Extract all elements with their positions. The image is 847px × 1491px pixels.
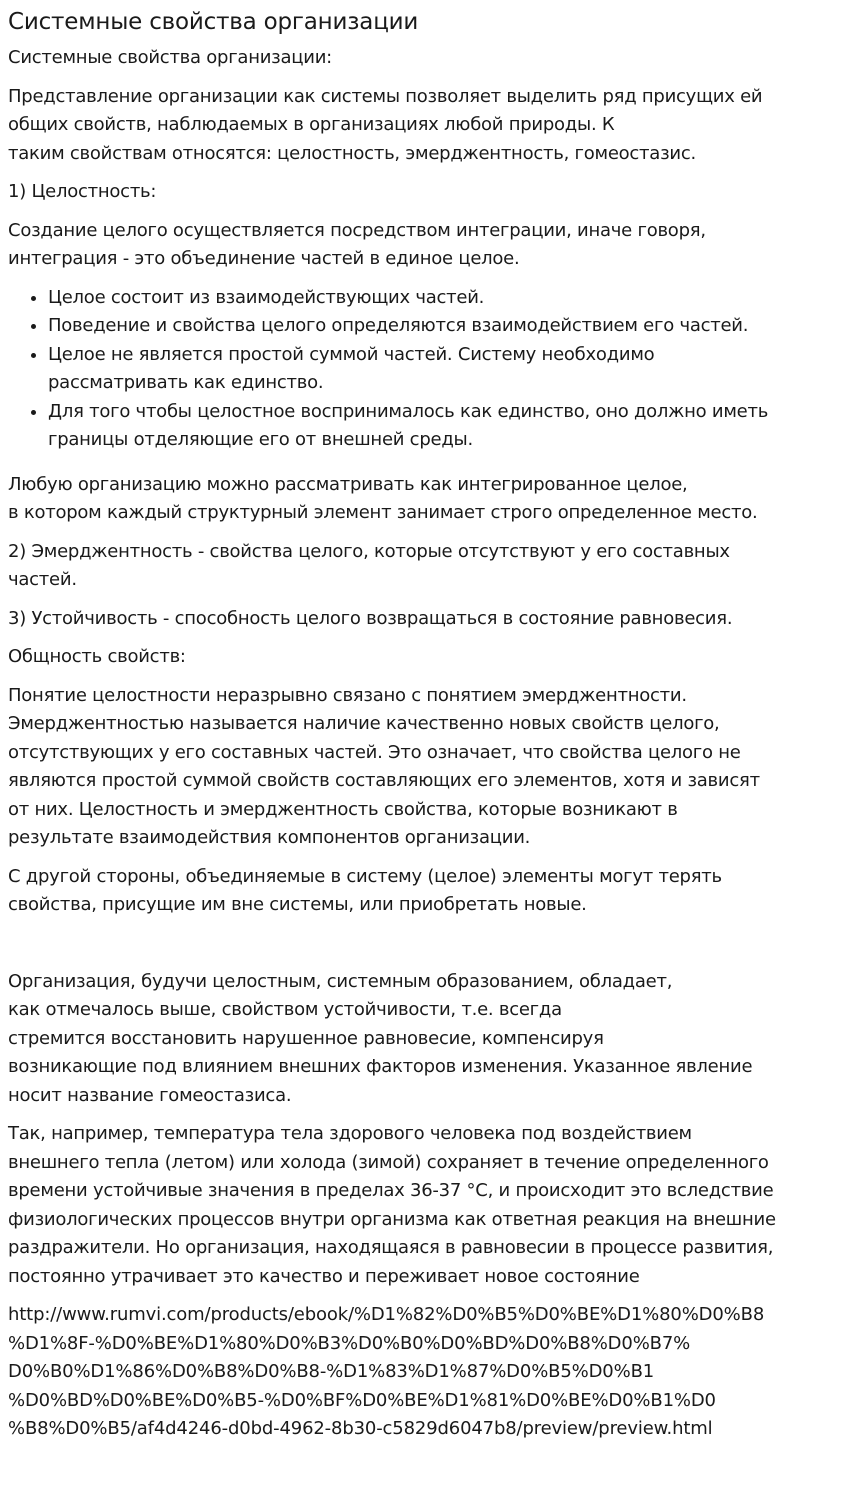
common-properties-heading: Общность свойств: bbox=[8, 646, 186, 667]
common-line: являются простой суммой свойств составляющих его элементов, хотя и зависят bbox=[8, 770, 760, 791]
section-1-heading: 1) Целостность: bbox=[8, 181, 157, 202]
bullet-line: Целое состоит из взаимодействующих частей. bbox=[48, 286, 485, 308]
intro-paragraph bbox=[8, 83, 839, 169]
other-side-line: С другой стороны, объединяемые в систему (целое) элементы могут терять bbox=[8, 865, 722, 887]
conclusion-line: в котором каждый структурный элемент занимает строго определенное место. bbox=[8, 502, 758, 523]
homeostasis-line: Организация, будучи целостным, системным образованием, обладает, bbox=[8, 970, 673, 992]
intro-heading: Системные свойства организации: bbox=[8, 47, 332, 68]
example-line: Так, например, температура тела здорового человека под воздействием bbox=[8, 1123, 692, 1144]
section-1-text bbox=[8, 217, 839, 274]
common-line: Эмерджентностью называется наличие качественно новых свойств целого, bbox=[8, 713, 720, 734]
bullet-line: границы отделяющие его от внешней среды. bbox=[48, 429, 473, 450]
common-line: отсутствующих у его составных частей. Это означает, что свойства целого не bbox=[8, 741, 741, 763]
bullet-item bbox=[48, 341, 839, 398]
bullet-line: • Для того чтобы целостное воспринималось как единство, оно должно иметь bbox=[48, 400, 769, 422]
homeostasis-line: возникающие под влиянием внешних факторов изменения. Указанное явление bbox=[8, 1056, 753, 1077]
example-line: раздражители. Но организация, находящаяся в равновесии в процессе развития, bbox=[8, 1237, 774, 1258]
homeostasis-line: носит название гомеостазиса. bbox=[8, 1084, 292, 1106]
example-line: времени устойчивые значения в пределах 36-37 °С, и происходит это вследствие bbox=[8, 1180, 774, 1201]
intro-line: общих свойств, наблюдаемых в организациях любой природы. К bbox=[8, 114, 615, 135]
stability-line: 3) Устойчивость - способность целого возвращаться в состояние равновесия. bbox=[8, 607, 733, 629]
bullet-item bbox=[48, 312, 839, 341]
section-1-line: Создание целого осуществляется посредством интеграции, иначе говоря, bbox=[8, 219, 706, 241]
section-1-conclusion bbox=[8, 471, 839, 528]
intro-line: таким свойствам относятся: целостность, эмерджентность, гомеостазис. bbox=[8, 142, 696, 164]
homeostasis-line: как отмечалось выше, свойством устойчивости, т.е. всегда bbox=[8, 999, 562, 1020]
url-line: D0%B0%D1%86%D0%B8%D0%B8-%D1%83%D1%87%D0%B5%D0%B1 bbox=[8, 1361, 655, 1382]
emergence-line: 2) Эмерджентность - свойства целого, которые отсутствуют у его составных bbox=[8, 540, 730, 562]
integrity-bullet-list bbox=[8, 284, 839, 455]
example-paragraph bbox=[8, 1120, 839, 1291]
url-line: %B8%D0%B5/af4d4246-d0bd-4962-8b30-c5829d6047b8/preview/preview.html bbox=[8, 1418, 713, 1439]
bullet-line: Поведение и свойства целого определяются взаимодействием его частей. bbox=[48, 315, 749, 336]
url-line: %D0%BD%D0%BE%D0%B5-%D0%BF%D0%BE%D1%81%D0%BE%D0%B1%D0 bbox=[8, 1389, 716, 1411]
other-side-line: свойства, присущие им вне системы, или приобретать новые. bbox=[8, 894, 587, 915]
other-side-paragraph bbox=[8, 863, 839, 920]
bullet-line: • Целое не является простой суммой частей. Систему необходимо bbox=[48, 343, 655, 365]
conclusion-line: Любую организацию можно рассматривать как интегрированное целое, bbox=[8, 473, 688, 495]
blank-spacer bbox=[8, 930, 839, 968]
common-properties-text bbox=[8, 682, 839, 853]
page-title: Системные свойства организации bbox=[8, 9, 419, 35]
common-line: от них. Целостность и эмерджентность свойства, которые возникают в bbox=[8, 798, 678, 820]
url-line: http://www.rumvi.com/products/ebook/%D1%82%D0%B5%D0%BE%D1%80%D0%B8 bbox=[8, 1304, 765, 1325]
homeostasis-line: стремится восстановить нарушенное равновесие, компенсируя bbox=[8, 1027, 604, 1049]
section-2-emergence bbox=[8, 538, 839, 595]
homeostasis-paragraph bbox=[8, 968, 839, 1111]
bullet-item bbox=[48, 398, 839, 455]
example-line: внешнего тепла (летом) или холода (зимой) сохраняет в течение определенного bbox=[8, 1151, 769, 1173]
common-line: Понятие целостности неразрывно связано с понятием эмерджентности. bbox=[8, 684, 687, 706]
section-3-stability bbox=[8, 605, 839, 634]
bullet-line: рассматривать как единство. bbox=[48, 372, 324, 393]
common-line: результате взаимодействия компонентов организации. bbox=[8, 827, 531, 848]
emergence-line: частей. bbox=[8, 569, 77, 590]
source-url bbox=[8, 1301, 839, 1444]
intro-line: Представление организации как системы позволяет выделить ряд присущих ей bbox=[8, 85, 763, 107]
url-line: %D1%8F-%D0%BE%D1%80%D0%B3%D0%B0%D0%BD%D0%B8%D0%B7% bbox=[8, 1332, 691, 1354]
bullet-item bbox=[48, 284, 839, 313]
example-line: физиологических процессов внутри организма как ответная реакция на внешние bbox=[8, 1208, 776, 1230]
section-1-line: интеграция - это объединение частей в единое целое. bbox=[8, 248, 520, 269]
example-line: постоянно утрачивает это качество и переживает новое состояние bbox=[8, 1265, 640, 1287]
